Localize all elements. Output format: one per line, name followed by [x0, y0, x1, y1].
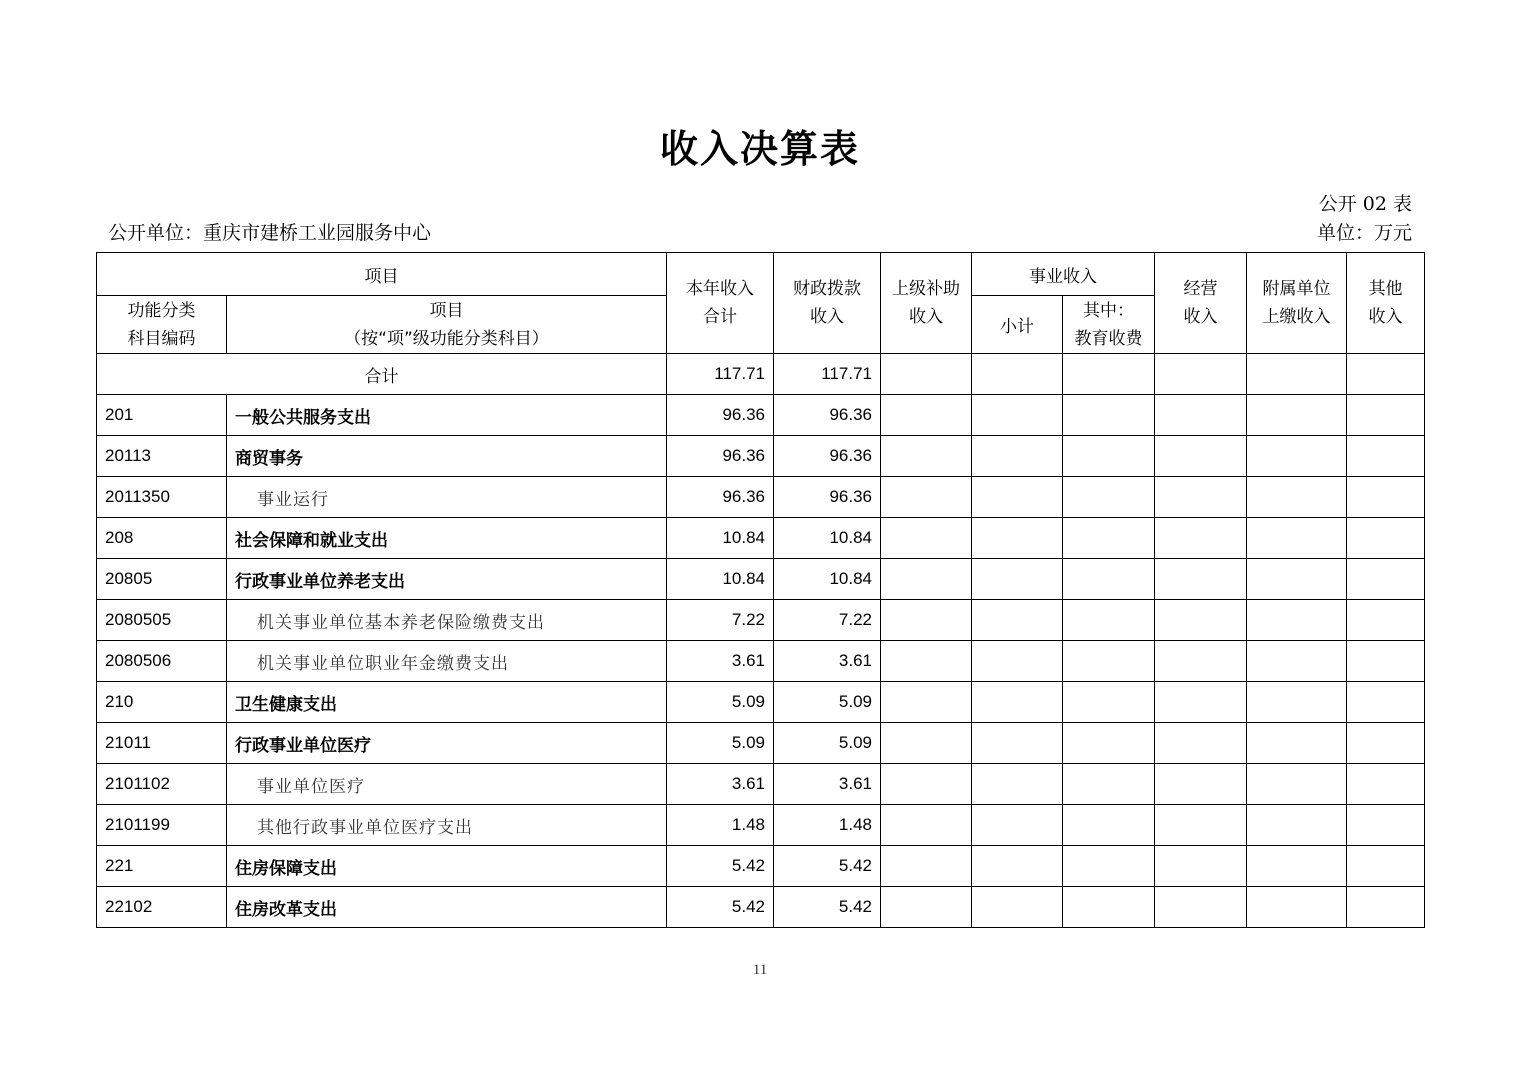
empty-cell: [1063, 805, 1155, 846]
row-name: 机关事业单位职业年金缴费支出: [227, 641, 667, 682]
row-name: 一般公共服务支出: [227, 395, 667, 436]
empty-cell: [1247, 846, 1347, 887]
empty-cell: [972, 682, 1063, 723]
empty-cell: [1155, 436, 1247, 477]
empty-cell: [1347, 518, 1425, 559]
total-fiscal-value: 117.71: [774, 354, 881, 395]
empty-cell: [1247, 723, 1347, 764]
table-row: [97, 600, 1425, 641]
reporting-unit: 公开单位：重庆市建桥工业园服务中心: [108, 222, 432, 244]
table-row: [97, 846, 1425, 887]
row-total-income: 5.42: [667, 887, 774, 928]
empty-cell: [1247, 559, 1347, 600]
empty-cell: [881, 846, 972, 887]
empty-cell: [1347, 723, 1425, 764]
empty-cell: [881, 641, 972, 682]
empty-cell: [1347, 805, 1425, 846]
empty-cell: [1347, 436, 1425, 477]
empty-cell: [881, 395, 972, 436]
row-code: 210: [97, 682, 227, 723]
currency-unit: 单位：万元: [1316, 222, 1412, 244]
total-income-value: 117.71: [667, 354, 774, 395]
empty-cell: [972, 641, 1063, 682]
row-name: 住房改革支出: [227, 887, 667, 928]
empty-cell: [972, 559, 1063, 600]
empty-cell: [1063, 395, 1155, 436]
row-code: 2011350: [97, 477, 227, 518]
empty-cell: [1347, 764, 1425, 805]
row-total-income: 10.84: [667, 559, 774, 600]
empty-cell: [1347, 477, 1425, 518]
empty-cell: [881, 723, 972, 764]
row-total-income: 96.36: [667, 436, 774, 477]
empty-cell: [1247, 477, 1347, 518]
empty-cell: [1063, 887, 1155, 928]
empty-cell: [972, 518, 1063, 559]
empty-cell: [1063, 682, 1155, 723]
empty-cell: [1063, 559, 1155, 600]
row-fiscal: 5.42: [774, 887, 881, 928]
empty-cell: [881, 600, 972, 641]
header-operating: 经营 收入: [1155, 253, 1247, 354]
table-row: [97, 764, 1425, 805]
empty-cell: [1155, 846, 1247, 887]
row-code: 2080506: [97, 641, 227, 682]
row-fiscal: 5.09: [774, 723, 881, 764]
empty-cell: [1347, 641, 1425, 682]
empty-cell: [1347, 395, 1425, 436]
row-name: 卫生健康支出: [227, 682, 667, 723]
income-table: [96, 252, 1425, 928]
empty-cell: [1063, 641, 1155, 682]
empty-cell: [1063, 477, 1155, 518]
empty-cell: [881, 436, 972, 477]
row-total-income: 5.42: [667, 846, 774, 887]
header-other: 其他 收入: [1347, 253, 1425, 354]
empty-cell: [972, 764, 1063, 805]
empty-cell: [1063, 846, 1155, 887]
row-fiscal: 96.36: [774, 395, 881, 436]
row-code: 2101199: [97, 805, 227, 846]
header-education: 其中： 教育收费: [1063, 296, 1155, 354]
form-number: 公开 02 表: [1318, 193, 1412, 215]
empty-cell: [1063, 764, 1155, 805]
empty-cell: [881, 477, 972, 518]
table-row: [97, 682, 1425, 723]
header-fiscal: 财政拨款 收入: [774, 253, 881, 354]
page-number: 11: [752, 962, 768, 978]
empty-cell: [881, 559, 972, 600]
total-label: 合计: [97, 354, 667, 395]
page-title: 收入决算表: [659, 127, 860, 171]
empty-cell: [972, 723, 1063, 764]
row-total-income: 5.09: [667, 723, 774, 764]
table-row: [97, 477, 1425, 518]
empty-cell: [1155, 395, 1247, 436]
row-code: 2080505: [97, 600, 227, 641]
row-name: 其他行政事业单位医疗支出: [227, 805, 667, 846]
empty-cell: [1155, 723, 1247, 764]
row-fiscal: 3.61: [774, 641, 881, 682]
empty-cell: [1155, 477, 1247, 518]
row-name: 社会保障和就业支出: [227, 518, 667, 559]
row-code: 22102: [97, 887, 227, 928]
header-business-group: 事业收入: [972, 253, 1155, 296]
empty-cell: [1155, 559, 1247, 600]
table-row: [97, 559, 1425, 600]
empty-cell: [1063, 436, 1155, 477]
empty-cell: [1347, 600, 1425, 641]
row-code: 2101102: [97, 764, 227, 805]
empty-cell: [972, 600, 1063, 641]
empty-cell: [972, 477, 1063, 518]
row-code: 201: [97, 395, 227, 436]
empty-cell: [881, 764, 972, 805]
row-total-income: 3.61: [667, 764, 774, 805]
empty-cell: [1347, 559, 1425, 600]
empty-cell: [1347, 887, 1425, 928]
empty-cell: [1155, 641, 1247, 682]
empty-cell: [972, 436, 1063, 477]
empty-cell: [1247, 887, 1347, 928]
row-fiscal: 96.36: [774, 477, 881, 518]
header-total-income: 本年收入 合计: [667, 253, 774, 354]
table-row: [97, 518, 1425, 559]
total-row: [97, 354, 1425, 395]
row-total-income: 3.61: [667, 641, 774, 682]
empty-cell: [1247, 764, 1347, 805]
empty-cell: [881, 805, 972, 846]
header-affiliated: 附属单位 上缴收入: [1247, 253, 1347, 354]
row-total-income: 5.09: [667, 682, 774, 723]
empty-cell: [1155, 887, 1247, 928]
empty-cell: [1247, 641, 1347, 682]
empty-cell: [1347, 682, 1425, 723]
empty-cell: [1247, 518, 1347, 559]
empty-cell: [881, 518, 972, 559]
row-total-income: 7.22: [667, 600, 774, 641]
row-name: 行政事业单位医疗: [227, 723, 667, 764]
row-total-income: 96.36: [667, 477, 774, 518]
empty-cell: [1063, 723, 1155, 764]
header-name: 项目 （按“项”级功能分类科目）: [227, 296, 667, 354]
row-name: 商贸事务: [227, 436, 667, 477]
row-name: 事业运行: [227, 477, 667, 518]
row-fiscal: 10.84: [774, 559, 881, 600]
empty-cell: [1247, 600, 1347, 641]
row-total-income: 1.48: [667, 805, 774, 846]
row-total-income: 96.36: [667, 395, 774, 436]
row-code: 21011: [97, 723, 227, 764]
empty-cell: [1247, 436, 1347, 477]
empty-cell: [881, 682, 972, 723]
row-fiscal: 5.09: [774, 682, 881, 723]
row-fiscal: 1.48: [774, 805, 881, 846]
row-name: 住房保障支出: [227, 846, 667, 887]
empty-cell: [1155, 518, 1247, 559]
header-subtotal: 小计: [972, 296, 1063, 354]
empty-cell: [1247, 805, 1347, 846]
row-fiscal: 96.36: [774, 436, 881, 477]
header-project-group: 项目: [97, 253, 667, 296]
empty-cell: [1155, 805, 1247, 846]
row-fiscal: 10.84: [774, 518, 881, 559]
row-name: 事业单位医疗: [227, 764, 667, 805]
row-fiscal: 5.42: [774, 846, 881, 887]
empty-cell: [1155, 600, 1247, 641]
empty-cell: [1063, 600, 1155, 641]
row-fiscal: 7.22: [774, 600, 881, 641]
empty-cell: [881, 887, 972, 928]
row-code: 208: [97, 518, 227, 559]
empty-cell: [1247, 682, 1347, 723]
row-code: 221: [97, 846, 227, 887]
row-name: 机关事业单位基本养老保险缴费支出: [227, 600, 667, 641]
table-row: [97, 395, 1425, 436]
table-row: [97, 805, 1425, 846]
empty-cell: [1155, 682, 1247, 723]
table-row: [97, 887, 1425, 928]
empty-cell: [972, 395, 1063, 436]
row-code: 20805: [97, 559, 227, 600]
row-name: 行政事业单位养老支出: [227, 559, 667, 600]
table-row: [97, 641, 1425, 682]
header-code: 功能分类 科目编码: [97, 296, 227, 354]
empty-cell: [1347, 846, 1425, 887]
empty-cell: [1063, 518, 1155, 559]
empty-cell: [1155, 764, 1247, 805]
row-code: 20113: [97, 436, 227, 477]
row-fiscal: 3.61: [774, 764, 881, 805]
empty-cell: [972, 805, 1063, 846]
empty-cell: [972, 887, 1063, 928]
header-superior: 上级补助 收入: [881, 253, 972, 354]
empty-cell: [1247, 395, 1347, 436]
table-row: [97, 723, 1425, 764]
row-total-income: 10.84: [667, 518, 774, 559]
table-row: [97, 436, 1425, 477]
empty-cell: [972, 846, 1063, 887]
